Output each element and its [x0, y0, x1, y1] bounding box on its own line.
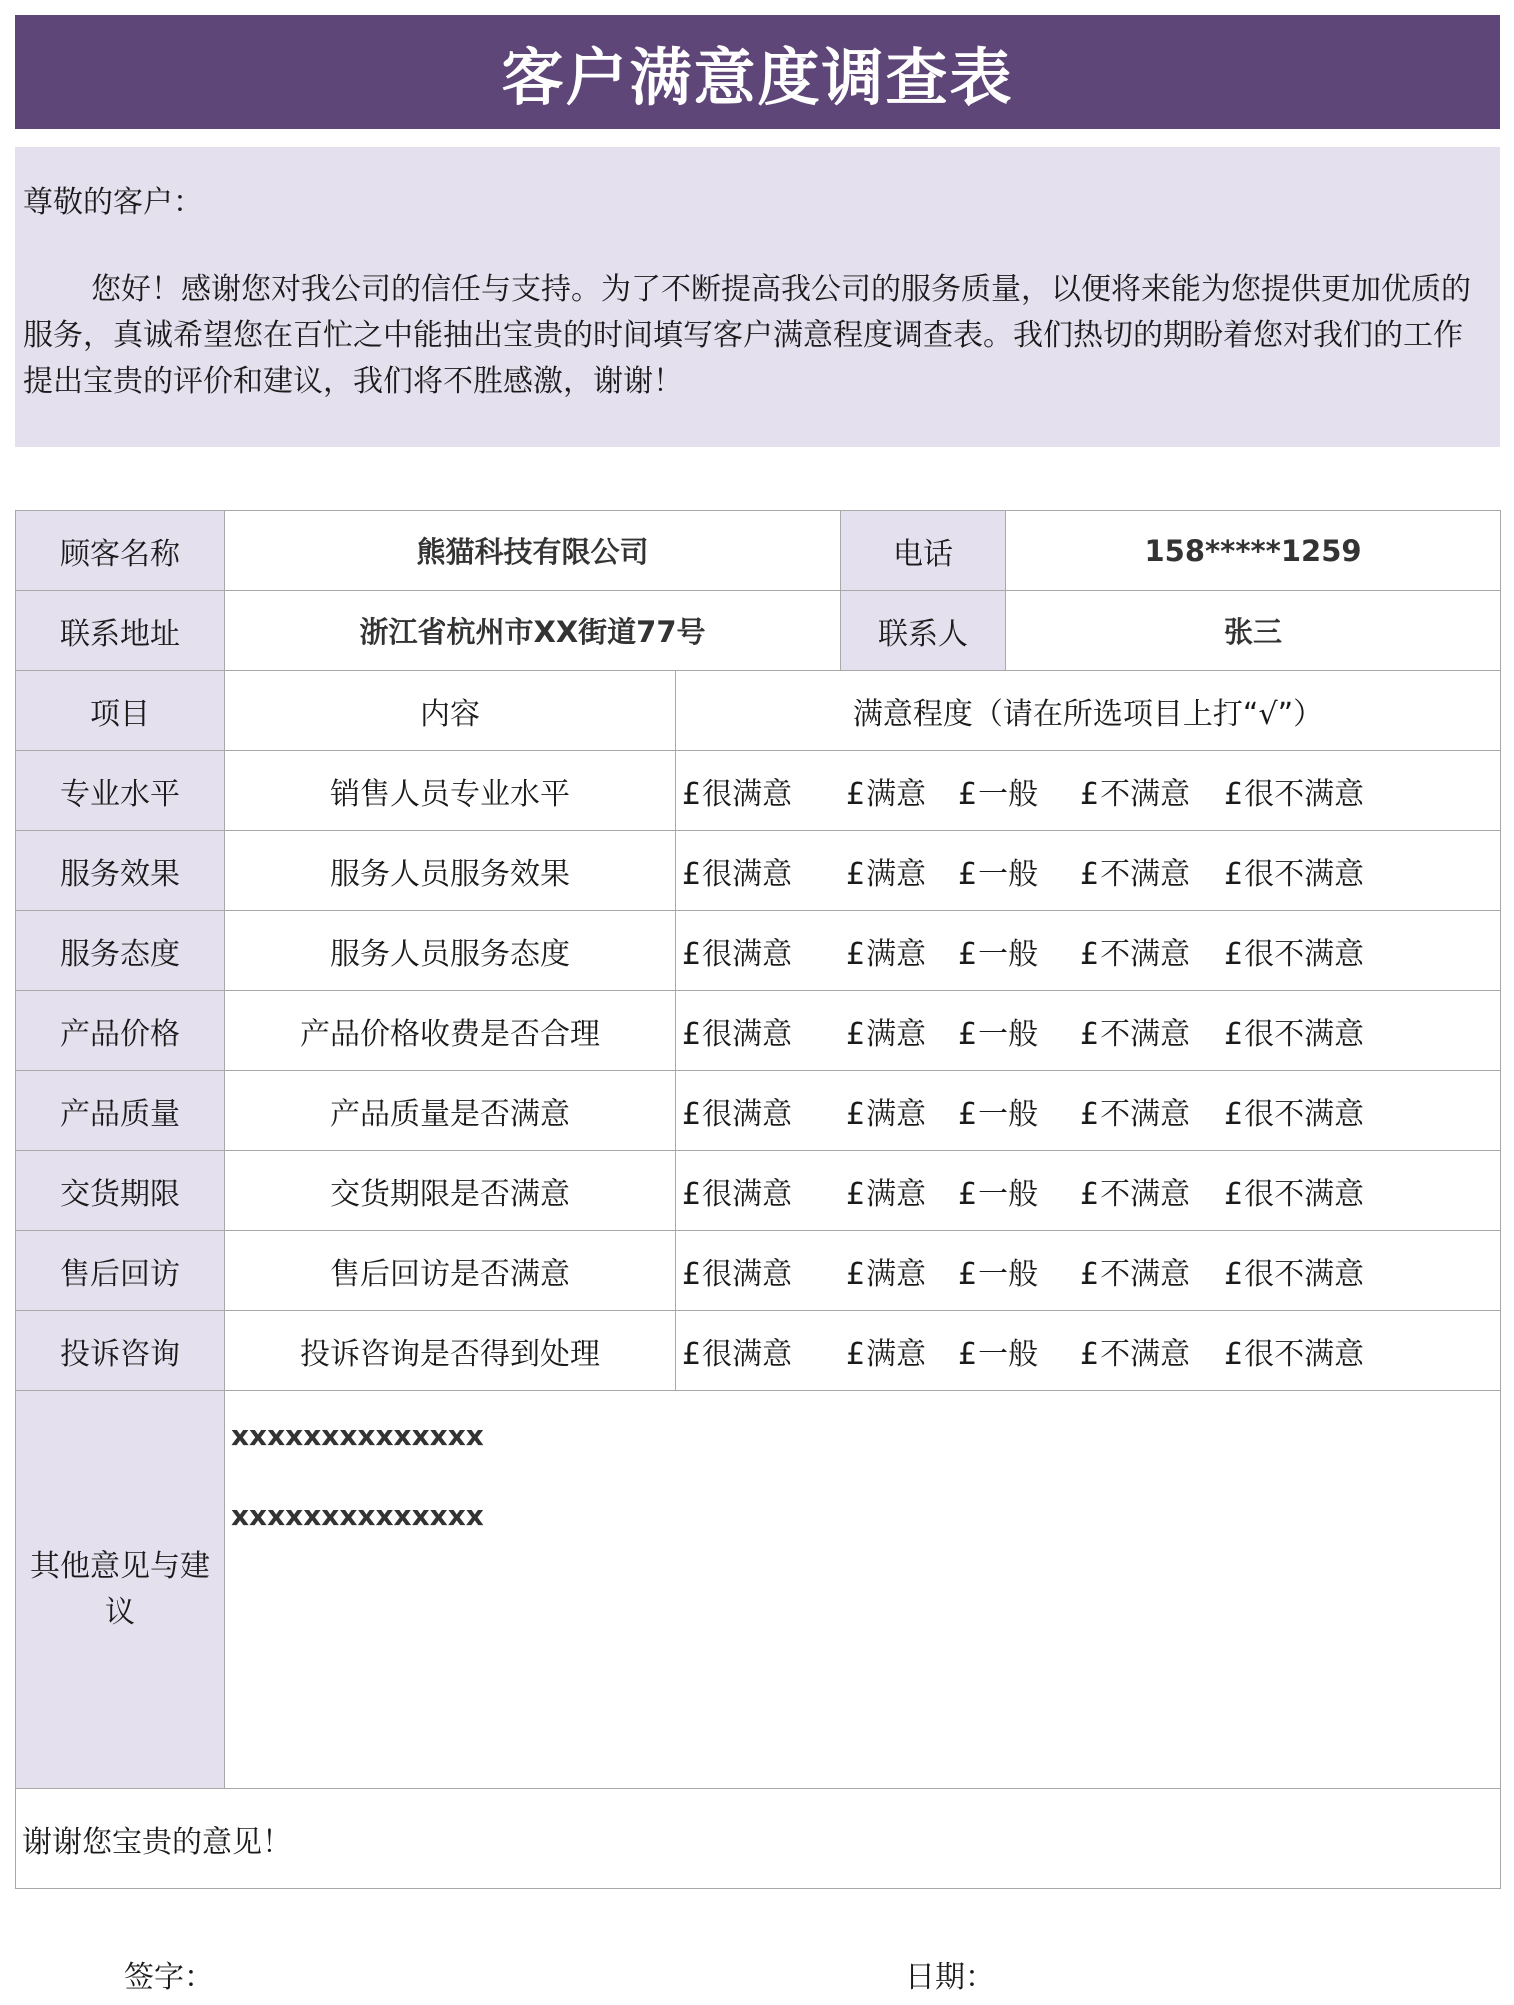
survey-item-label: 产品价格 [16, 991, 225, 1071]
satisfaction-options [676, 1231, 1501, 1311]
header-satisfaction: 满意程度（请在所选项目上打“√”） [676, 671, 1501, 751]
option-label: 不满意 [1100, 1256, 1191, 1292]
option-label: 很不满意 [1244, 856, 1365, 892]
option-label: 很不满意 [1244, 1256, 1365, 1292]
satisfaction-option[interactable] [682, 1329, 846, 1373]
option-label: 一般 [978, 936, 1039, 972]
option-label: 一般 [978, 1016, 1039, 1052]
header-row [16, 671, 1501, 751]
checkbox-icon: £ [682, 1096, 702, 1132]
contact-label: 联系人 [841, 591, 1006, 671]
option-label: 很满意 [702, 1096, 793, 1132]
option-label: 很满意 [702, 936, 793, 972]
option-label: 很满意 [702, 776, 793, 812]
satisfaction-options [676, 1311, 1501, 1391]
survey-item-content: 销售人员专业水平 [225, 751, 676, 831]
satisfaction-option[interactable] [1080, 1169, 1224, 1213]
option-label: 一般 [978, 1176, 1039, 1212]
checkbox-icon: £ [1224, 1256, 1244, 1292]
survey-table [15, 510, 1501, 1889]
satisfaction-option[interactable] [958, 1169, 1080, 1213]
other-feedback-line: xxxxxxxxxxxxxx [231, 1419, 484, 1452]
satisfaction-option[interactable] [958, 1089, 1080, 1133]
satisfaction-option[interactable] [1224, 1009, 1364, 1053]
satisfaction-option[interactable] [1224, 849, 1364, 893]
satisfaction-option[interactable] [1224, 1329, 1364, 1373]
option-label: 不满意 [1100, 1176, 1191, 1212]
survey-item-label: 投诉咨询 [16, 1311, 225, 1391]
survey-item-label: 产品质量 [16, 1071, 225, 1151]
checkbox-icon: £ [846, 856, 866, 892]
checkbox-icon: £ [958, 1176, 978, 1212]
address-row [16, 591, 1501, 671]
checkbox-icon: £ [1224, 856, 1244, 892]
header-item: 项目 [16, 671, 225, 751]
checkbox-icon: £ [958, 1256, 978, 1292]
option-label: 不满意 [1100, 1336, 1191, 1372]
intro-panel [15, 147, 1500, 447]
option-label: 满意 [866, 1336, 927, 1372]
survey-row [16, 991, 1501, 1071]
satisfaction-option[interactable] [1080, 849, 1224, 893]
satisfaction-option[interactable] [1080, 1329, 1224, 1373]
checkbox-icon: £ [958, 936, 978, 972]
satisfaction-option[interactable] [846, 769, 958, 813]
satisfaction-option[interactable] [682, 1249, 846, 1293]
header-content: 内容 [225, 671, 676, 751]
checkbox-icon: £ [958, 1016, 978, 1052]
checkbox-icon: £ [1224, 1336, 1244, 1372]
checkbox-icon: £ [846, 1256, 866, 1292]
checkbox-icon: £ [1080, 1096, 1100, 1132]
checkbox-icon: £ [682, 776, 702, 812]
checkbox-icon: £ [1224, 1096, 1244, 1132]
survey-row [16, 751, 1501, 831]
option-label: 很不满意 [1244, 776, 1365, 812]
title-banner [15, 15, 1500, 129]
satisfaction-option[interactable] [846, 1089, 958, 1133]
option-label: 很不满意 [1244, 1016, 1365, 1052]
intro-body: 您好！感谢您对我公司的信任与支持。为了不断提高我公司的服务质量，以便将来能为您提供更加优质的服务，真诚希望您在百忙之中能抽出宝贵的时间填写客户满意程度调查表。我们热切的期盼着您对我们的工作提出宝贵的评价和建议，我们将不胜感激，谢谢！ [23, 272, 1471, 399]
satisfaction-option[interactable] [846, 1249, 958, 1293]
survey-row [16, 1151, 1501, 1231]
checkbox-icon: £ [1080, 1176, 1100, 1212]
customer-name-value[interactable]: 熊猫科技有限公司 [225, 511, 841, 591]
address-label: 联系地址 [16, 591, 225, 671]
satisfaction-option[interactable] [682, 769, 846, 813]
option-label: 不满意 [1100, 1016, 1191, 1052]
checkbox-icon: £ [1080, 1256, 1100, 1292]
checkbox-icon: £ [1080, 776, 1100, 812]
checkbox-icon: £ [1224, 776, 1244, 812]
satisfaction-option[interactable] [682, 849, 846, 893]
customer-row [16, 511, 1501, 591]
option-label: 不满意 [1100, 776, 1191, 812]
checkbox-icon: £ [846, 1096, 866, 1132]
customer-name-label: 顾客名称 [16, 511, 225, 591]
checkbox-icon: £ [846, 1016, 866, 1052]
satisfaction-option[interactable] [958, 1009, 1080, 1053]
date-label: 日期： [905, 1960, 995, 1995]
satisfaction-options [676, 911, 1501, 991]
satisfaction-option[interactable] [846, 929, 958, 973]
address-value[interactable]: 浙江省杭州市XX街道77号 [225, 591, 841, 671]
phone-value[interactable]: 158*****1259 [1006, 511, 1501, 591]
option-label: 一般 [978, 1336, 1039, 1372]
satisfaction-option[interactable] [846, 849, 958, 893]
satisfaction-options [676, 991, 1501, 1071]
checkbox-icon: £ [682, 936, 702, 972]
option-label: 满意 [866, 776, 927, 812]
satisfaction-options [676, 1071, 1501, 1151]
option-label: 一般 [978, 1256, 1039, 1292]
option-label: 满意 [866, 936, 927, 972]
satisfaction-option[interactable] [958, 1329, 1080, 1373]
survey-row [16, 1311, 1501, 1391]
satisfaction-options [676, 1151, 1501, 1231]
checkbox-icon: £ [846, 1176, 866, 1212]
satisfaction-option[interactable] [958, 1249, 1080, 1293]
checkbox-icon: £ [958, 776, 978, 812]
satisfaction-option[interactable] [846, 1009, 958, 1053]
survey-item-label: 专业水平 [16, 751, 225, 831]
satisfaction-option[interactable] [1224, 1249, 1364, 1293]
checkbox-icon: £ [958, 1336, 978, 1372]
satisfaction-option[interactable] [682, 1009, 846, 1053]
checkbox-icon: £ [682, 1336, 702, 1372]
checkbox-icon: £ [1224, 1176, 1244, 1212]
other-feedback-field[interactable] [225, 1391, 1501, 1789]
survey-item-content: 投诉咨询是否得到处理 [225, 1311, 676, 1391]
option-label: 满意 [866, 1016, 927, 1052]
option-label: 很满意 [702, 1176, 793, 1212]
satisfaction-option[interactable] [1224, 1089, 1364, 1133]
satisfaction-option[interactable] [958, 769, 1080, 813]
survey-item-content: 服务人员服务效果 [225, 831, 676, 911]
checkbox-icon: £ [1080, 936, 1100, 972]
satisfaction-option[interactable] [1080, 1089, 1224, 1133]
survey-row [16, 1071, 1501, 1151]
satisfaction-option[interactable] [1224, 1169, 1364, 1213]
satisfaction-option[interactable] [1224, 769, 1364, 813]
checkbox-icon: £ [682, 1176, 702, 1212]
option-label: 很不满意 [1244, 936, 1365, 972]
satisfaction-option[interactable] [1080, 929, 1224, 973]
checkbox-icon: £ [846, 936, 866, 972]
checkbox-icon: £ [1080, 856, 1100, 892]
option-label: 很满意 [702, 1336, 793, 1372]
checkbox-icon: £ [682, 856, 702, 892]
contact-value[interactable]: 张三 [1006, 591, 1501, 671]
satisfaction-option[interactable] [958, 929, 1080, 973]
survey-item-content: 产品质量是否满意 [225, 1071, 676, 1151]
thanks-text: 谢谢您宝贵的意见！ [16, 1789, 1501, 1889]
option-label: 很不满意 [1244, 1336, 1365, 1372]
thanks-row [16, 1789, 1501, 1889]
checkbox-icon: £ [1080, 1336, 1100, 1372]
satisfaction-option[interactable] [1080, 769, 1224, 813]
option-label: 不满意 [1100, 936, 1191, 972]
checkbox-icon: £ [958, 1096, 978, 1132]
satisfaction-option[interactable] [1080, 1009, 1224, 1053]
satisfaction-options [676, 831, 1501, 911]
option-label: 满意 [866, 1176, 927, 1212]
option-label: 很满意 [702, 1016, 793, 1052]
satisfaction-option[interactable] [682, 1169, 846, 1213]
survey-row [16, 1231, 1501, 1311]
survey-item-label: 服务效果 [16, 831, 225, 911]
survey-item-content: 产品价格收费是否合理 [225, 991, 676, 1071]
option-label: 很满意 [702, 856, 793, 892]
satisfaction-option[interactable] [846, 1169, 958, 1213]
page-title: 客户满意度调查表 [501, 40, 1014, 114]
option-label: 一般 [978, 856, 1039, 892]
checkbox-icon: £ [682, 1016, 702, 1052]
satisfaction-option[interactable] [1080, 1249, 1224, 1293]
survey-item-label: 售后回访 [16, 1231, 225, 1311]
option-label: 一般 [978, 1096, 1039, 1132]
satisfaction-option[interactable] [958, 849, 1080, 893]
satisfaction-option[interactable] [682, 929, 846, 973]
option-label: 不满意 [1100, 856, 1191, 892]
other-feedback-label: 其他意见与建议 [16, 1391, 225, 1789]
survey-item-label: 交货期限 [16, 1151, 225, 1231]
satisfaction-options [676, 751, 1501, 831]
intro-greeting: 尊敬的客户： [23, 185, 203, 220]
survey-item-content: 服务人员服务态度 [225, 911, 676, 991]
satisfaction-option[interactable] [682, 1089, 846, 1133]
survey-item-content: 售后回访是否满意 [225, 1231, 676, 1311]
other-feedback-row [16, 1391, 1501, 1789]
option-label: 满意 [866, 1256, 927, 1292]
checkbox-icon: £ [958, 856, 978, 892]
checkbox-icon: £ [1224, 1016, 1244, 1052]
survey-row [16, 831, 1501, 911]
phone-label: 电话 [841, 511, 1006, 591]
option-label: 很不满意 [1244, 1176, 1365, 1212]
survey-item-content: 交货期限是否满意 [225, 1151, 676, 1231]
checkbox-icon: £ [846, 776, 866, 812]
checkbox-icon: £ [682, 1256, 702, 1292]
signature-label: 签字： [124, 1960, 214, 1995]
option-label: 满意 [866, 856, 927, 892]
other-feedback-line: xxxxxxxxxxxxxx [231, 1499, 484, 1532]
checkbox-icon: £ [846, 1336, 866, 1372]
option-label: 很不满意 [1244, 1096, 1365, 1132]
option-label: 不满意 [1100, 1096, 1191, 1132]
satisfaction-option[interactable] [846, 1329, 958, 1373]
option-label: 满意 [866, 1096, 927, 1132]
option-label: 很满意 [702, 1256, 793, 1292]
survey-row [16, 911, 1501, 991]
satisfaction-option[interactable] [1224, 929, 1364, 973]
checkbox-icon: £ [1080, 1016, 1100, 1052]
survey-item-label: 服务态度 [16, 911, 225, 991]
checkbox-icon: £ [1224, 936, 1244, 972]
option-label: 一般 [978, 776, 1039, 812]
